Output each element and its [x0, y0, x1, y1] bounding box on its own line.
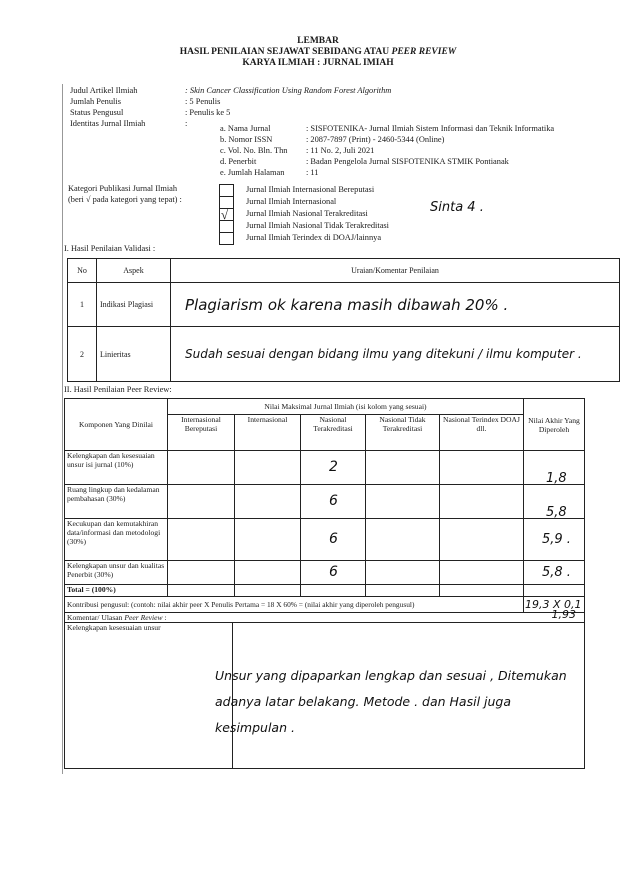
row-komponen: Kecukupan dan kemutakhiran data/informasi dan metodologi (30%): [65, 519, 168, 561]
cell-empty: [235, 585, 301, 597]
komentar-line: Unsur yang dipaparkan lengkap dan sesuai , Ditemukan: [215, 668, 567, 683]
judul-label: Judul Artikel Ilmiah: [70, 86, 138, 95]
nilai-value: 6: [329, 530, 338, 547]
peer-row: [65, 451, 585, 485]
row-halaman-value: : 11: [306, 168, 319, 177]
kategori-label2: (beri √ pada kategori yang tepat) :: [68, 195, 182, 204]
akhir-value: 5,8: [546, 505, 567, 520]
row-issn-value: : 2087-7897 (Print) - 2460-5344 (Online): [306, 135, 445, 144]
cell-empty: [440, 519, 524, 561]
komentar-handwritten: [215, 663, 567, 741]
akhir-value: 5,9 .: [542, 531, 571, 547]
peer-row: [65, 519, 585, 561]
kategori-label1: Kategori Publikasi Jurnal Ilmiah: [68, 184, 178, 193]
identitas-label: Identitas Jurnal Ilmiah: [70, 119, 146, 128]
cell-empty: [235, 485, 301, 519]
row-akhir: [524, 451, 585, 485]
kontribusi-label: Kontribusi pengusul: (contoh: nilai akhir peer X Penulis Pertama = 18 X 60% = (nilai akhir yang diperoleh pengusul): [65, 597, 524, 613]
cell-empty: [235, 519, 301, 561]
cell-empty: [235, 451, 301, 485]
row-akhir: [524, 485, 585, 519]
scan-left-border: [62, 84, 63, 774]
row-nilai: [301, 485, 366, 519]
komentar-body-row: [65, 623, 585, 769]
header-no: No: [68, 259, 97, 283]
header-col-5: Nasional Terindex DOAJ dll.: [440, 415, 524, 451]
cell-empty: [168, 485, 235, 519]
row-issn-label: b. Nomor ISSN: [220, 135, 273, 144]
kontribusi-row: [65, 597, 585, 613]
header-komponen: Komponen Yang Dinilai: [65, 399, 168, 451]
section2-title: II. Hasil Penilaian Peer Review:: [64, 385, 172, 394]
cell-empty: [366, 519, 440, 561]
cell-empty: [366, 485, 440, 519]
header-aspek: Aspek: [97, 259, 171, 283]
peer-review-table: [64, 398, 585, 769]
row-penerbit-value: : Badan Pengelola Jurnal SISFOTENIKA STMIK Pontianak: [306, 157, 509, 166]
row-akhir: [524, 519, 585, 561]
cell-empty: [168, 519, 235, 561]
validasi-row: [68, 283, 620, 327]
header-col-1: Internasional Bereputasi: [168, 415, 235, 451]
row-nama-value: : SISFOTENIKA- Jurnal Ilmiah Sistem Informasi dan Teknik Informatika: [306, 124, 555, 133]
kontribusi-result: 1,93: [551, 608, 576, 621]
kategori-option-3: Jurnal Ilmiah Nasional Terakreditasi: [246, 209, 368, 218]
plagiasi-comment: Plagiarism ok karena masih dibawah 20% .: [185, 295, 509, 314]
row-nilai: [301, 561, 366, 585]
validasi-table: [67, 258, 620, 382]
kategori-option-1: Jurnal Ilmiah Internasional Bereputasi: [246, 185, 375, 194]
row-aspek: Indikasi Plagiasi: [97, 283, 171, 327]
row-nilai: [301, 451, 366, 485]
row-aspek: Linieritas: [97, 327, 171, 382]
row-vol-label: c. Vol. No. Bln. Thn: [220, 146, 288, 155]
kategori-option-5: Jurnal Ilmiah Terindex di DOAJ/lainnya: [246, 233, 382, 242]
row-halaman-label: e. Jumlah Halaman: [220, 168, 285, 177]
cell-empty: [440, 585, 524, 597]
check-mark: √: [221, 207, 229, 222]
akhir-value: 5,8 .: [542, 564, 571, 580]
header-line3: KARYA ILMIAH : JURNAL IMIAH: [242, 58, 394, 68]
row-komentar: [171, 283, 620, 327]
cell-empty: [301, 585, 366, 597]
nilai-value: 6: [329, 563, 338, 580]
komentar-header-row: [65, 613, 585, 623]
header-col-4: Nasional Tidak Terakreditasi: [366, 415, 440, 451]
linieritas-comment: Sudah sesuai dengan bidang ilmu yang ditekuni / ilmu komputer .: [185, 347, 582, 361]
cell-empty: [366, 561, 440, 585]
cell-empty: [440, 485, 524, 519]
row-komponen: Kelengkapan unsur dan kualitas Penerbit (30%): [65, 561, 168, 585]
cell-empty: [168, 451, 235, 485]
header-col-3: Nasional Terakreditasi: [301, 415, 366, 451]
row-no: 2: [68, 327, 97, 382]
cell-empty: [168, 585, 235, 597]
kategori-checkbox-5[interactable]: [219, 232, 234, 245]
row-nama-label: a. Nama Jurnal: [220, 124, 271, 133]
row-vol-value: : 11 No. 2, Juli 2021: [306, 146, 375, 155]
total-row: [65, 585, 585, 597]
header-line2: [0, 47, 636, 58]
header-col-2: Internasional: [235, 415, 301, 451]
row-komponen: Kelengkapan dan kesesuaian unsur isi jurnal (10%): [65, 451, 168, 485]
sinta-note: Sinta 4 .: [430, 200, 484, 215]
kategori-option-4: Jurnal Ilmiah Nasional Tidak Terakreditasi: [246, 221, 390, 230]
peer-row: [65, 561, 585, 585]
row-no: 1: [68, 283, 97, 327]
header-nilai-akhir: Nilai Akhir Yang Diperoleh: [524, 399, 585, 451]
validasi-header-row: [68, 259, 620, 283]
total-label: Total = (100%): [65, 585, 168, 597]
jumlah-label: Jumlah Penulis: [70, 97, 121, 106]
komentar-colon: :: [164, 613, 167, 622]
judul-value: : Skin Cancer Classification Using Random Forest Algorithm: [185, 86, 392, 95]
komentar-body: [65, 623, 585, 769]
cell-empty: [440, 451, 524, 485]
row-komentar: [171, 327, 620, 382]
kategori-option-2: Jurnal Ilmiah Internasional: [246, 197, 337, 206]
cell-empty: [168, 561, 235, 585]
jumlah-value: : 5 Penulis: [185, 97, 221, 106]
cell-empty: [366, 585, 440, 597]
header-line2-text: HASIL PENILAIAN SEJAWAT SEBIDANG ATAU: [179, 47, 390, 57]
cell-empty: [366, 451, 440, 485]
header-line2-italic: PEER REVIEW: [391, 47, 457, 57]
cell-empty: [235, 561, 301, 585]
komentar-label: Komentar/ Ulasan: [67, 613, 123, 622]
cell-empty: [524, 585, 585, 597]
komentar-header: [65, 608, 585, 623]
status-value: : Penulis ke 5: [185, 108, 231, 117]
row-akhir: [524, 561, 585, 585]
header-nilai-maks: Nilai Maksimal Jurnal Ilmiah (isi kolom yang sesuai): [168, 399, 524, 415]
status-label: Status Pengusul: [70, 108, 124, 117]
komentar-line: adanya latar belakang. Metode . dan Hasil juga: [215, 694, 512, 709]
header-line1: LEMBAR: [297, 36, 339, 46]
row-nilai: [301, 519, 366, 561]
nilai-value: 2: [329, 458, 338, 475]
komentar-label-italic: Peer Review: [124, 613, 163, 622]
row-penerbit-label: d. Penerbit: [220, 157, 257, 166]
komentar-line: kesimpulan .: [215, 720, 295, 735]
header-uraian: Uraian/Komentar Penilaian: [171, 259, 620, 283]
identitas-colon: :: [185, 119, 188, 128]
cell-empty: [440, 561, 524, 585]
kontribusi-value: 19,3 X 0,1: [525, 597, 582, 611]
validasi-row: [68, 327, 620, 382]
kelengkapan-label: Kelengkapan kesesuaian unsur: [67, 623, 161, 632]
kelengkapan-cell: [65, 623, 233, 768]
row-komponen: Ruang lingkup dan kedalaman pembahasan (30%): [65, 485, 168, 519]
peer-header-row-1: [65, 399, 585, 415]
peer-row: [65, 485, 585, 519]
nilai-value: 6: [329, 492, 338, 509]
akhir-value: 1,8: [546, 471, 567, 486]
section1-title: I. Hasil Penilaian Validasi :: [64, 244, 156, 253]
